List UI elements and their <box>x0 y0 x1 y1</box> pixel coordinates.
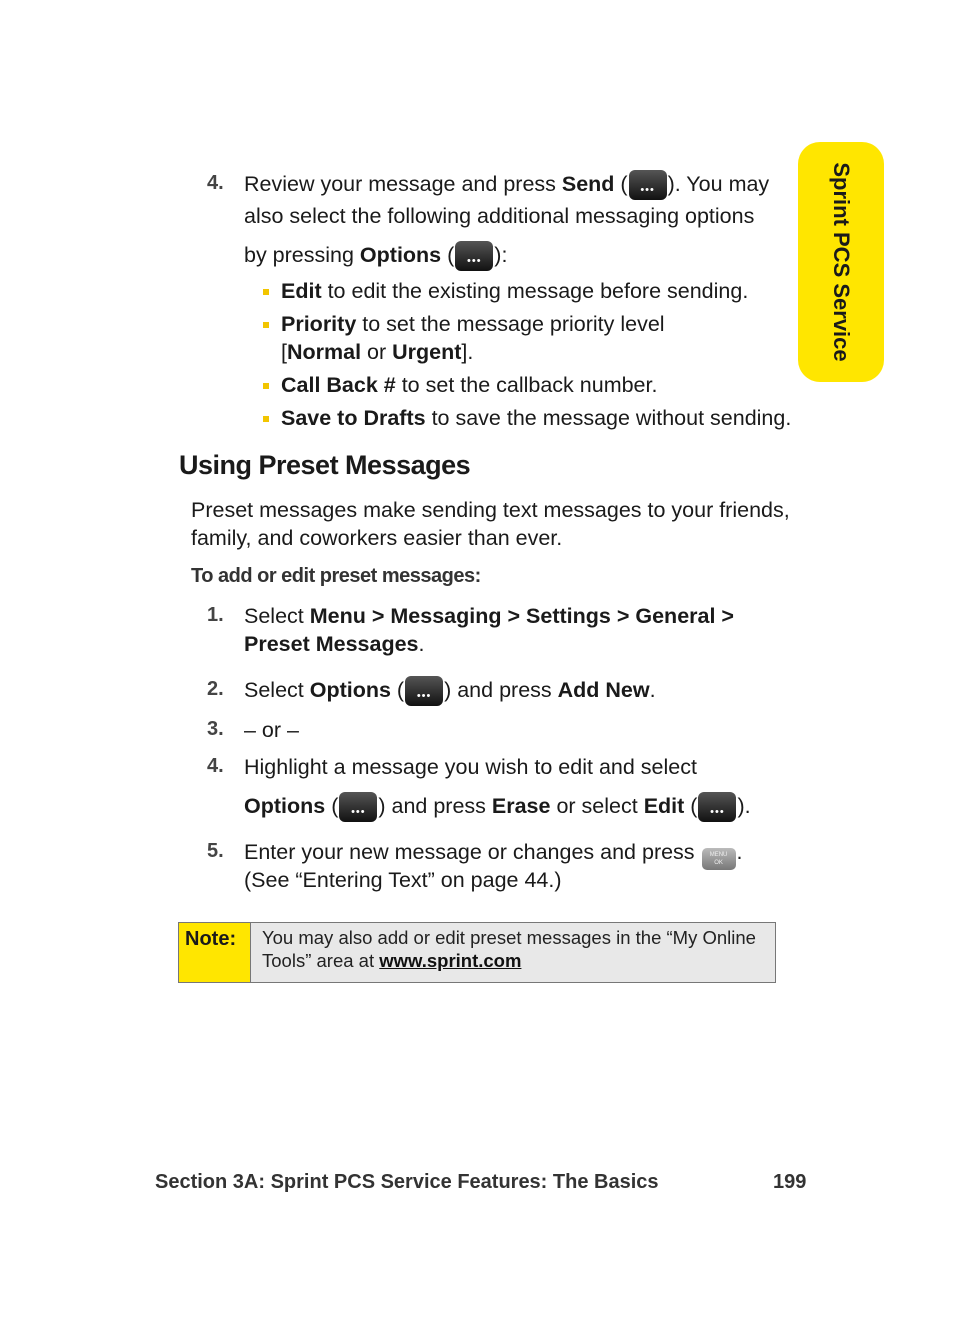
footer-section-title: Section 3A: Sprint PCS Service Features: The Basics <box>155 1171 659 1193</box>
list-item: Call Back # to set the callback number. <box>281 371 657 399</box>
step-text: (See “Entering Text” on page 44.) <box>244 868 562 892</box>
send-key-label: Send <box>561 172 615 196</box>
list-item: Save to Drafts to save the message without sending. <box>281 404 791 432</box>
softkey-dots-icon <box>629 170 667 200</box>
intro-paragraph: family, and coworkers easier than ever. <box>191 526 563 550</box>
step-text: Select Menu > Messaging > Settings > General > <box>244 604 734 628</box>
step-number: 2. <box>207 678 224 700</box>
note-box <box>178 922 776 983</box>
note-text: You may also add or edit preset messages in the “My Online Tools” area at www.sprint.com <box>262 927 756 971</box>
step-text: Review your message and press Send (••• ). You may <box>244 170 769 200</box>
list-item: Edit to edit the existing message before sending. <box>281 277 748 305</box>
step-number: 4. <box>207 755 224 777</box>
note-label: Note: <box>179 923 251 982</box>
step-text: – or – <box>244 718 299 742</box>
step-number: 5. <box>207 840 224 862</box>
step-text: Highlight a message you wish to edit and select <box>244 755 697 779</box>
list-item-continued: [Normal or Urgent]. <box>281 340 474 364</box>
softkey-dots-icon <box>339 792 377 822</box>
page-number: 199 <box>773 1171 807 1193</box>
step-number: 1. <box>207 604 224 626</box>
options-key-label: Options <box>359 243 442 267</box>
step-number: 4. <box>207 172 224 194</box>
list-item: Priority to set the message priority level <box>281 310 665 338</box>
section-title: Using Preset Messages <box>179 450 471 480</box>
step-number: 3. <box>207 718 224 740</box>
step-text: Options (••• ) and press Erase or select Edit (••• ). <box>244 792 751 822</box>
bullet-square-icon <box>263 383 269 389</box>
step-text: Enter your new message or changes and press MENU OK . <box>244 838 743 870</box>
step-text: Select Options (••• ) and press Add New. <box>244 676 656 706</box>
step-text: by pressing Options (••• ): <box>244 241 507 271</box>
procedure-heading: To add or edit preset messages: <box>191 565 481 587</box>
intro-paragraph: Preset messages make sending text messages to your friends, <box>191 498 790 522</box>
menu-ok-key-icon: MENU OK <box>702 848 736 870</box>
step-text: also select the following additional messaging options <box>244 204 755 228</box>
sprint-website-link[interactable]: www.sprint.com <box>379 950 522 971</box>
bullet-square-icon <box>263 416 269 422</box>
step-text: Preset Messages. <box>244 632 425 656</box>
bullet-square-icon <box>263 289 269 295</box>
section-side-tab <box>798 142 884 382</box>
softkey-dots-icon <box>455 241 493 271</box>
bullet-square-icon <box>263 322 269 328</box>
softkey-dots-icon <box>405 676 443 706</box>
softkey-dots-icon <box>698 792 736 822</box>
side-tab-label: Sprint PCS Service <box>829 162 854 362</box>
